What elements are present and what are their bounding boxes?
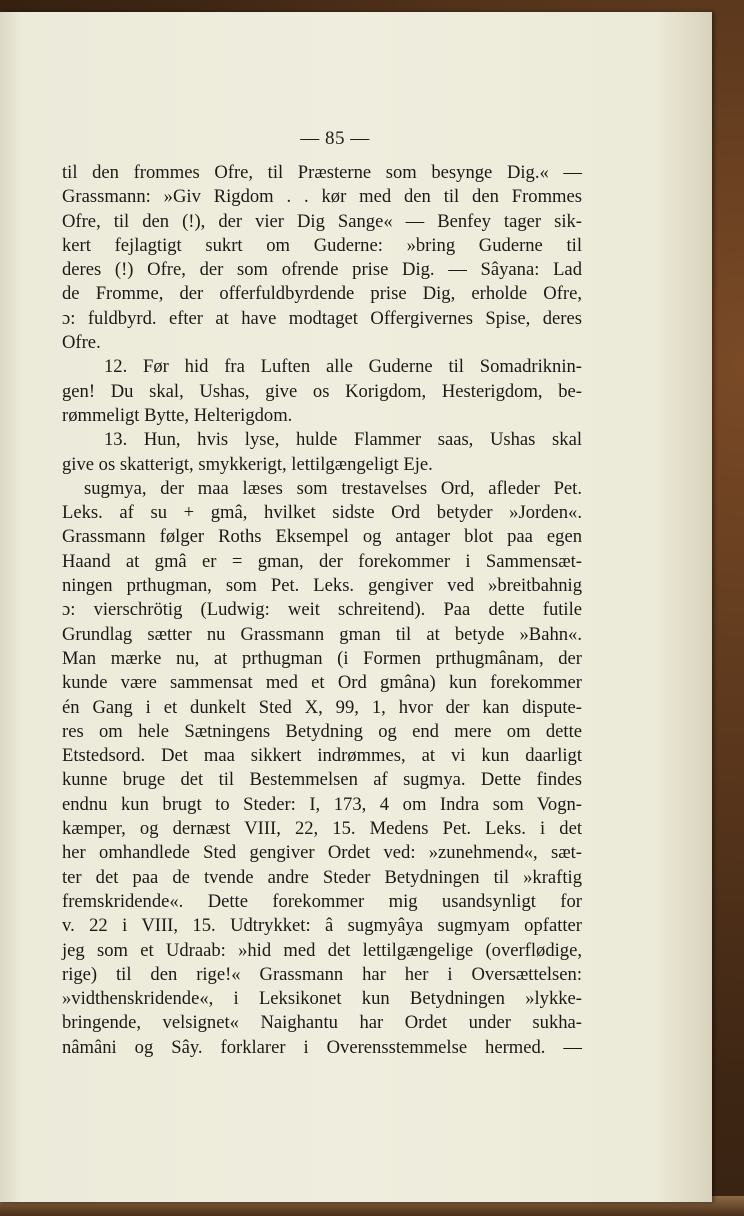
text-line: kunne bruge det til Bestemmelsen af sugmya. Dette findes	[62, 769, 582, 791]
text-line: jeg som et Udraab: »hid med det lettilgængelige (overflødige,	[62, 939, 582, 961]
text-line: v. 22 i VIII, 15. Udtrykket: â sugmyâya sugmyam opfatter	[62, 915, 582, 937]
text-line: Man mærke nu, at prthugman (i Formen prthugmânam, der	[62, 647, 582, 669]
body-text	[62, 161, 582, 1060]
text-line: Grassmann: »Giv Rigdom . . kør med den til den Frommes	[62, 186, 582, 208]
text-line: kunde være sammensat med et Ord gmâna) kun forekommer	[62, 672, 582, 694]
page-number: — 85 —	[300, 128, 370, 149]
text-line: Etstedsord. Det maa sikkert indrømmes, at vi kun daarligt	[62, 745, 582, 767]
text-line: sugmya, der maa læses som trestavelses Ord, afleder Pet.	[84, 477, 582, 499]
text-line: Grundlag sætter nu Grassmann gman til at betyde »Bahn«.	[62, 623, 582, 645]
text-line: de Fromme, der offerfuldbyrdende prise Dig, erholde Ofre,	[62, 283, 582, 305]
text-line: ɔ: fuldbyrd. efter at have modtaget Offergivernes Spise, deres	[62, 307, 582, 329]
text-line: her omhandlede Sted gengiver Ordet ved: »zunehmend«, sæt-	[62, 842, 582, 864]
text-line: 13. Hun, hvis lyse, hulde Flammer saas, Ushas skal	[104, 429, 582, 451]
text-line: ter det paa de tvende andre Steder Betydningen til »kraftig	[62, 866, 582, 888]
text-line: bringende, velsignet« Naighantu har Ordet under sukha-	[62, 1012, 582, 1034]
text-line: give os skatterigt, smykkerigt, lettilgængeligt Eje.	[62, 453, 433, 475]
text-line: ningen prthugman, som Pet. Leks. gengiver ved »breitbahnig	[62, 575, 582, 597]
text-line: Ofre, til den (!), der vier Dig Sange« — Benfey tager sik-	[62, 210, 582, 232]
text-line: nâmâni og Sây. forklarer i Overensstemmelse hermed. —	[62, 1036, 582, 1058]
text-line: én Gang i et dunkelt Sted X, 99, 1, hvor der kan dispute-	[62, 696, 582, 718]
text-line: rømmeligt Bytte, Helterigdom.	[62, 404, 293, 426]
text-line: ɔ: vierschrötig (Ludwig: weit schreitend). Paa dette futile	[62, 599, 582, 621]
text-line: »vidthenskridende«, i Leksikonet kun Betydningen »lykke-	[62, 988, 582, 1010]
text-line: res om hele Sætningens Betydning og end mere om dette	[62, 720, 582, 742]
text-line: 12. Før hid fra Luften alle Guderne til Somadriknin-	[104, 356, 582, 378]
text-line: Grassmann følger Roths Eksempel og antager blot paa egen	[62, 526, 582, 548]
text-line: fremskridende«. Dette forekommer mig usandsynligt for	[62, 890, 582, 912]
text-line: Ofre.	[62, 332, 101, 354]
text-line: deres (!) Ofre, der som ofrende prise Dig. — Sâyana: Lad	[62, 259, 582, 281]
text-line: Haand at gmâ er = gman, der forekommer i Sammensæt-	[62, 550, 582, 572]
text-line: kæmper, og dernæst VIII, 22, 15. Medens Pet. Leks. i det	[62, 818, 582, 840]
book-page	[0, 12, 712, 1202]
text-line: til den frommes Ofre, til Præsterne som besynge Dig.« —	[62, 162, 582, 183]
text-line: kert fejlagtigt sukrt om Guderne: »bring Guderne til	[62, 234, 582, 256]
text-line: Leks. af su + gmâ, hvilket sidste Ord betyder »Jorden«.	[62, 502, 582, 524]
text-line: rige) til den rige!« Grassmann har her i Oversættelsen:	[62, 963, 582, 985]
text-line: gen! Du skal, Ushas, give os Korigdom, Hesterigdom, be-	[62, 380, 582, 402]
text-line: endnu kun brugt to Steder: I, 173, 4 om Indra som Vogn-	[62, 793, 582, 815]
